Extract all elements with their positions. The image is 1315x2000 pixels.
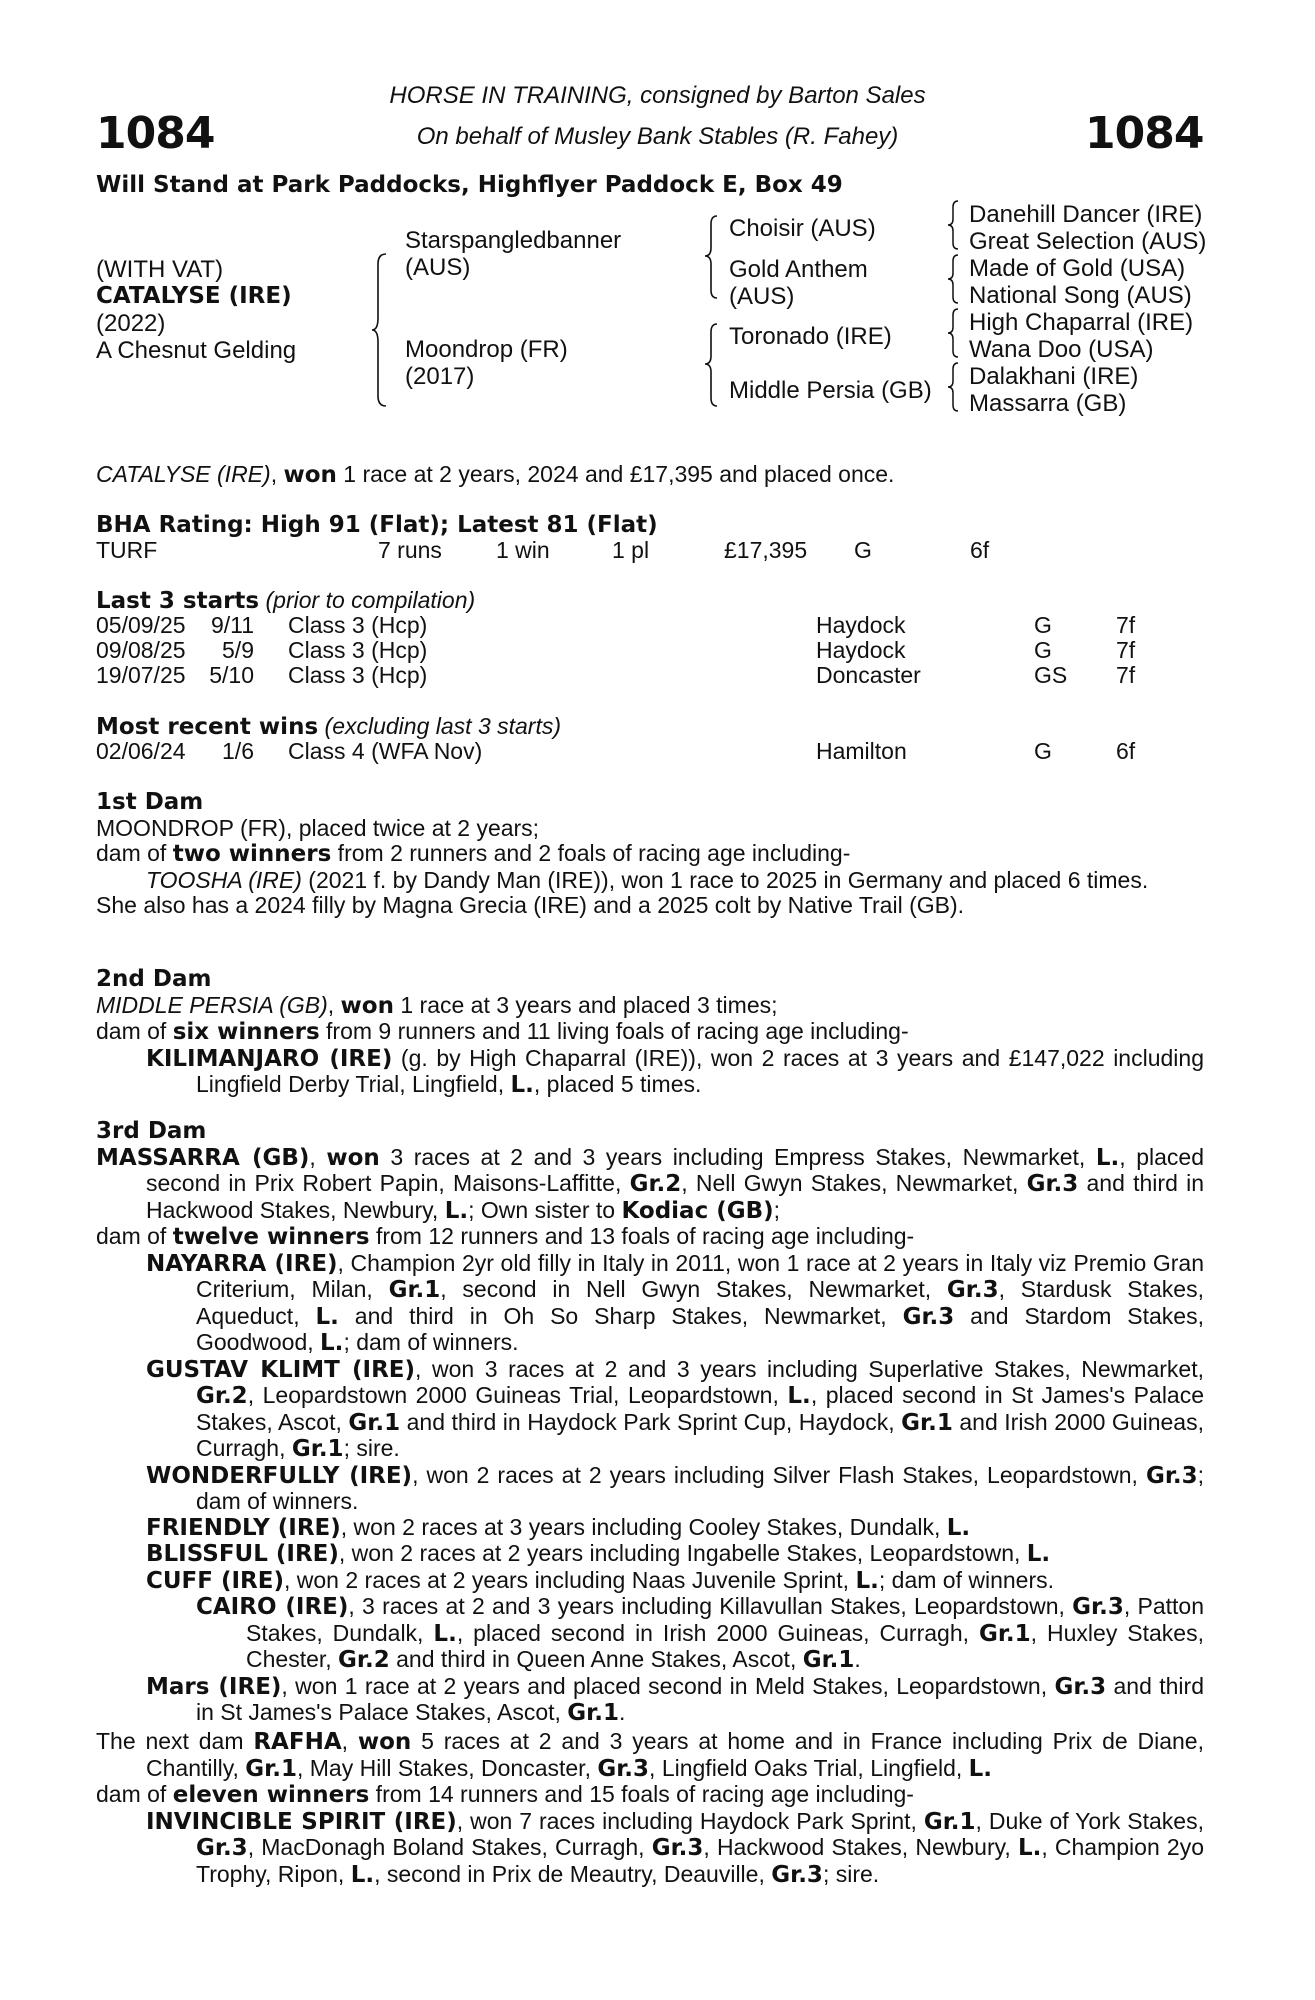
on-behalf-line: On behalf of Musley Bank Stables (R. Fahey)	[416, 123, 899, 150]
friendly-entry: FRIENDLY (IRE), won 2 races at 3 years including Cooley Stakes, Dundalk, L.	[146, 1513, 971, 1541]
dam-dam: Middle Persia (GB)	[729, 377, 932, 404]
pedigree-brace-3	[946, 307, 962, 361]
pedigree-brace-dam	[703, 322, 721, 408]
third-dam-section	[96, 1119, 1204, 1727]
toosha-entry: TOOSHA (IRE) (2021 f. by Dandy Man (IRE)), won 1 race to 2025 in Germany and placed 6 times.	[146, 866, 1149, 893]
last-3-starts-table	[96, 613, 1204, 688]
table-row: 02/06/24 1/6 Class 4 (WFA Nov) Hamilton G 6f	[96, 738, 1136, 764]
gg-dam-4: Massarra (GB)	[969, 390, 1127, 417]
first-dam-line: MOONDROP (FR), placed twice at 2 years;	[96, 814, 540, 841]
pedigree-brace-1	[946, 199, 962, 253]
pedigree-brace-4	[946, 361, 962, 415]
second-dam-section	[96, 967, 1204, 1099]
lot-number-left: 1084	[96, 108, 215, 159]
kilimanjaro-entry: KILIMANJARO (IRE) (g. by High Chaparral (IRE)), won 2 races at 3 years and £147,022 including Lingfield Derby Trial, Lingfield, L., placed 5 times.	[146, 1044, 1204, 1098]
recent-wins-table	[96, 739, 1204, 764]
first-dam-foals: She also has a 2024 filly by Magna Grecia (IRE) and a 2025 colt by Native Trail (GB).	[96, 892, 965, 918]
sire-sire: Choisir (AUS)	[729, 215, 876, 242]
massarra-entry: MASSARRA (GB), won 3 races at 2 and 3 years including Empress Stakes, Newmarket, L., placed second in Prix Robert Papin, Maisons-Laffitte, Gr.2, Nell Gwyn Stakes, Newmarket, Gr.3 and third in Hackwood Stakes, Newbury, L.; Own sister to Kodiac (GB);	[96, 1143, 1205, 1224]
nayarra-entry: NAYARRA (IRE), Champion 2yr old filly in Italy in 2011, won 1 race at 2 years in Italy viz Premio Gran Criterium, Milan, Gr.1, second in Nell Gwyn Stakes, Newmarket, Gr.3, Stardusk Stakes, Aqueduct, L. and third in Oh So Sharp Stakes, Newmarket, Gr.3 and Stardom Stakes, Goodwood, L.; dam of winners.	[146, 1249, 1204, 1356]
dam-name: Moondrop (FR)	[405, 336, 568, 363]
recent-wins-heading: Most recent wins (excluding last 3 starts)	[96, 713, 562, 740]
gustav-klimt-entry: GUSTAV KLIMT (IRE), won 3 races at 2 and 3 years including Superlative Stakes, Newmarket, Gr.2, Leopardstown 2000 Guineas Trial, Leopardstown, L., placed second in St James's Palace Stakes, Ascot, Gr.1 and third in Haydock Park Sprint Cup, Haydock, Gr.1 and Irish 2000 Guineas, Curragh, Gr.1; sire.	[146, 1355, 1205, 1462]
second-dam-line: MIDDLE PERSIA (GB), won 1 race at 3 years and placed 3 times;	[96, 991, 778, 1019]
turf-record-row: TURF 7 runs 1 win 1 pl £17,395 G 6f	[96, 537, 990, 563]
mars-entry: Mars (IRE), won 1 race at 2 years and placed second in Meld Stakes, Leopardstown, Gr.3 and third in St James's Palace Stakes, Ascot, Gr.1.	[146, 1672, 1204, 1726]
lot-number-right: 1084	[1085, 108, 1204, 159]
gg-sire-1: Danehill Dancer (IRE)	[969, 201, 1203, 228]
pedigree-brace-2	[946, 253, 962, 307]
sire-dam-country: (AUS)	[729, 283, 795, 310]
race-summary: CATALYSE (IRE), won 1 race at 2 years, 2024 and £17,395 and placed once.	[96, 461, 895, 488]
horse-name: CATALYSE (IRE)	[96, 283, 292, 309]
bha-rating: BHA Rating: High 91 (Flat); Latest 81 (Flat)	[96, 512, 658, 538]
cuff-entry: CUFF (IRE), won 2 races at 2 years including Naas Juvenile Sprint, L.; dam of winners.	[146, 1566, 1055, 1594]
invincible-spirit-entry: INVINCIBLE SPIRIT (IRE), won 7 races including Haydock Park Sprint, Gr.1, Duke of York Stakes, Gr.3, MacDonagh Boland Stakes, Curragh, Gr.3, Hackwood Stakes, Newbury, L., Champion 2yo Trophy, Ripon, L., second in Prix de Meautry, Deauville, Gr.3; sire.	[146, 1807, 1204, 1888]
gg-sire-3: High Chaparral (IRE)	[969, 309, 1194, 336]
sire-country: (AUS)	[405, 254, 471, 281]
third-dam-progeny: dam of twelve winners from 12 runners and 13 foals of racing age including-	[96, 1223, 915, 1250]
gg-dam-3: Wana Doo (USA)	[969, 336, 1154, 363]
vat-label: (WITH VAT)	[96, 256, 224, 283]
gg-sire-2: Made of Gold (USA)	[969, 255, 1186, 282]
gg-dam-1: Great Selection (AUS)	[969, 228, 1207, 255]
blissful-entry: BLISSFUL (IRE), won 2 races at 2 years including Ingabelle Stakes, Leopardstown, L.	[146, 1540, 1051, 1567]
first-dam-heading: 1st Dam	[96, 789, 204, 815]
rafha-entry: The next dam RAFHA, won 5 races at 2 and 3 years at home and in France including Prix de Diane, Chantilly, Gr.1, May Hill Stakes, Doncaster, Gr.3, Lingfield Oaks Trial, Lingfield, L.	[96, 1728, 1204, 1782]
gg-sire-4: Dalakhani (IRE)	[969, 363, 1139, 390]
gg-dam-2: National Song (AUS)	[969, 282, 1192, 309]
dam-year: (2017)	[405, 363, 475, 390]
table-row: 19/07/25 5/10 Class 3 (Hcp) Doncaster GS 7f	[96, 662, 1136, 688]
pedigree-brace-sire	[703, 214, 721, 300]
wonderfully-entry: WONDERFULLY (IRE), won 2 races at 2 years including Silver Flash Stakes, Leopardstown, Gr.3; dam of winners.	[146, 1461, 1205, 1514]
second-dam-progeny: dam of six winners from 9 runners and 11 living foals of racing age including-	[96, 1018, 909, 1045]
consignment-line: HORSE IN TRAINING, consigned by Barton Sales	[389, 82, 926, 109]
second-dam-heading: 2nd Dam	[96, 966, 212, 992]
first-dam-section	[96, 790, 1204, 919]
pedigree-brace-main	[370, 252, 390, 408]
cairo-entry: CAIRO (IRE), 3 races at 2 and 3 years including Killavullan Stakes, Leopardstown, Gr.3, Patton Stakes, Dundalk, L., placed second in Irish 2000 Guineas, Curragh, Gr.1, Huxley Stakes, Chester, Gr.2 and third in Queen Anne Stakes, Ascot, Gr.1.	[196, 1593, 1204, 1673]
next-dam-section	[96, 1729, 1204, 1888]
third-dam-heading: 3rd Dam	[96, 1118, 207, 1144]
sire-dam-name: Gold Anthem	[729, 256, 868, 283]
table-row: 05/09/25 9/11 Class 3 (Hcp) Haydock G 7f	[96, 612, 1136, 638]
dam-sire: Toronado (IRE)	[729, 323, 892, 350]
first-dam-progeny: dam of two winners from 2 runners and 2 foals of racing age including-	[96, 840, 851, 867]
sire-name: Starspangledbanner	[405, 227, 622, 254]
horse-description: A Chesnut Gelding	[96, 337, 297, 364]
horse-year: (2022)	[96, 310, 166, 337]
last-3-starts-heading: Last 3 starts (prior to compilation)	[96, 587, 476, 614]
location-line: Will Stand at Park Paddocks, Highflyer Paddock E, Box 49	[96, 172, 843, 198]
table-row: 09/08/25 5/9 Class 3 (Hcp) Haydock G 7f	[96, 637, 1136, 663]
next-dam-progeny: dam of eleven winners from 14 runners and 15 foals of racing age including-	[96, 1781, 914, 1808]
